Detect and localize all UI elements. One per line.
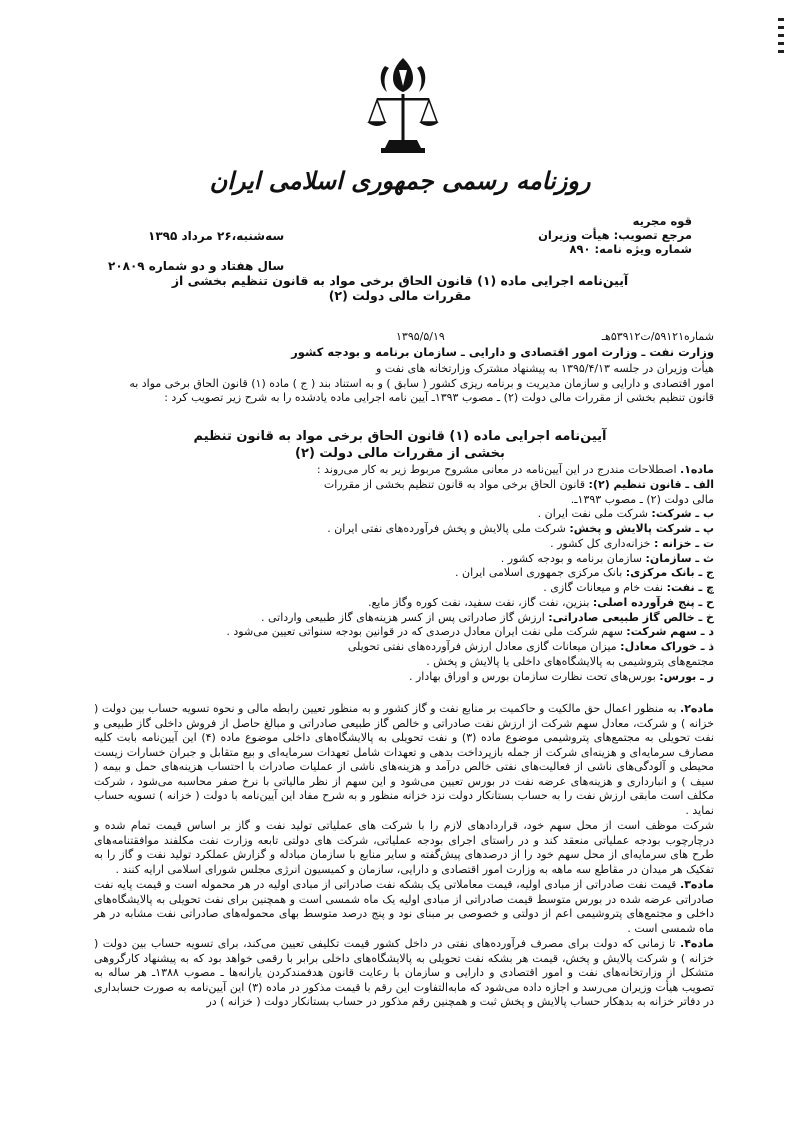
definition-term: ب ـ شرکت: (651, 507, 714, 521)
definition-term: ت ـ خزانه : (653, 536, 714, 550)
definition-text: بورس‌های تحت نظارت سازمان بورس و اوراق بهادار . (408, 669, 660, 683)
definition-item (94, 581, 714, 596)
definition-text: سهم شرکت ملی نفت ایران معادل درصدی که در قوانین بودجه سنواتی تعیین می‌شود . (226, 625, 627, 639)
issuer-block (538, 214, 692, 256)
definition-item (94, 640, 714, 655)
article-paragraph (94, 878, 714, 936)
article-text: قیمت نفت صادراتی از مبادی اولیه، قیمت معاملاتی یک بشکه نفت صادراتی از مبادی اولیه در هر محموله است و قیمت پایه نفت صادراتی عرضه شده در بورس متوسط قیمت صادراتی از مبادی اولیه یک ماه شمسی است و همچنین برای نفت تحویلی به پالایشگاه‌های داخلی و مجتمع‌های پتروشیمی اعم از دولتی و خصوصی بر مبنای نود و پنج درصد متوسط بهای محموله‌های صادراتی نفت مشابه در هر ماه شمسی است . (94, 878, 714, 935)
definition-term: ث ـ سازمان: (645, 551, 714, 565)
definition-text: سازمان برنامه و بودجه کشور . (500, 551, 646, 565)
definition-term: خ ـ خالص گاز طبیعی صادراتی: (548, 610, 714, 624)
definition-item (94, 552, 714, 567)
year-issue-number: سال هفتاد و دو شماره ۲۰۸۰۹ (108, 259, 285, 273)
issue-date: سه‌شنبه،۲۶ مرداد ۱۳۹۵ (148, 229, 285, 243)
letter-number: شماره۵۹۱۲۱/ت۵۳۹۱۲هـ (601, 330, 714, 343)
state-emblem-icon (363, 56, 443, 161)
scan-mark (778, 50, 784, 53)
definition-text: نفت خام و میعانات گازی . (543, 581, 667, 594)
definition-term: الف ـ قانون تنظیم (۲): (588, 477, 714, 491)
article-label: ماده۳. (680, 878, 714, 891)
definition-text: شرکت ملی پالایش و پخش فرآورده‌های نفتی ایران . (327, 522, 570, 535)
definition-item (94, 493, 714, 508)
scan-mark (778, 34, 784, 37)
article-paragraph (94, 819, 714, 877)
definition-text: قانون الحاق برخی مواد به قانون تنظیم بخشی از مقررات (323, 477, 589, 491)
definition-term: چ ـ نفت: (666, 581, 714, 594)
article-paragraph (94, 937, 714, 1010)
definition-item (94, 478, 714, 493)
definition-text: مالی دولت (۲) ـ مصوب ۱۳۹۳ـ. (570, 492, 714, 506)
article-label: ماده۱. (680, 463, 714, 476)
issue-block (108, 221, 284, 281)
scan-mark (778, 18, 784, 21)
article-text: شرکت موظف است از محل سهم خود، قراردادهای لازم را با شرکت های عملیاتی تولید نفت و گاز بر اساس قیمت تمام شده و درچارچوب بودجه عملیاتی منعقد کند و در راستای اجرای بودجه عملیاتی، شرکت های دولتی تابعه وزارت نفت مکلفند موافقتنامه‌های طرح های سرمایه‌ای از محل سهم خود را از درصدهای پیش‌گفته و سایر منابع با سازمان مبادله و گزارش عملکرد تولید نفت و گاز را به تفکیک هر میدان در مقاطع سه ماهه به وزارت امور اقتصادی و دارایی، سازمان و کمیسیون انرژی مجلس شورای اسلامی ارایه کنند . (94, 819, 714, 876)
definition-item (94, 670, 714, 685)
regulation-center-title (150, 428, 650, 462)
definition-term: ذ ـ خوراک معادل: (620, 640, 714, 653)
definition-text: مجتمع‌های پتروشیمی به پالایشگاه‌های داخلی یا پالایش و پخش . (426, 654, 714, 668)
definition-text: بنزین، نفت گاز، نفت سفید، نفت کوره وگاز مایع. (367, 595, 593, 609)
approval-authority: مرجع تصویب: هیأت وزیران (538, 228, 692, 242)
article-label: ماده۴. (680, 937, 714, 950)
definition-item (94, 611, 714, 626)
intro-line: امور اقتصادی و دارایی و سازمان مدیریت و برنامه ریزی کشور ( سابق ) و به استناد بند ( ج ) ماده (۱) قانون الحاق برخی مواد به (129, 376, 714, 390)
definition-text: بانک مرکزی جمهوری اسلامی ایران . (455, 566, 626, 580)
center-title-line: بخشی از مقررات مالی دولت (۲) (295, 446, 505, 461)
intro-line: قانون تنظیم بخشی از مقررات مالی دولت (۲) ـ مصوب ۱۳۹۳ـ آیین نامه اجرایی ماده یادشده را به شرح زیر تصویب کرد : (164, 391, 714, 404)
definition-text: میزان میعانات گازی معادل ارزش فرآورده‌های نفتی تحویلی (347, 640, 621, 653)
special-number: شماره ویژه نامه: ۸۹۰ (569, 242, 692, 256)
regulation-title: آیین‌نامه اجرایی ماده (۱) قانون الحاق برخی مواد به قانون تنظیم بخشی از مقررات مالی دولت (۲) (171, 273, 629, 303)
definition-term: ج ـ بانک مرکزی: (625, 566, 714, 580)
center-title-line: آیین‌نامه اجرایی ماده (۱) قانون الحاق برخی مواد به قانون تنظیم (193, 429, 607, 444)
definition-item (94, 625, 714, 640)
letter-date: ۱۳۹۵/۵/۱۹ (396, 330, 445, 343)
gazette-title: روزنامه رسمی جمهوری اسلامی ایران (209, 166, 591, 195)
definitions-list (94, 463, 714, 684)
definition-item (94, 537, 714, 552)
article-heading (94, 463, 714, 478)
article-label: ماده۲. (680, 702, 714, 715)
definition-item (94, 507, 714, 522)
definition-text: ارزش گاز صادراتی پس از کسر هزینه‌های گاز طبیعی وارداتی . (260, 610, 549, 624)
definition-term: ح ـ پنج فرآورده اصلی: (592, 595, 714, 609)
letter-recipients: وزارت نفت ـ وزارت امور اقتصادی و دارایی ـ سازمان برنامه و بودجه کشور (291, 345, 714, 359)
scan-mark (778, 42, 784, 45)
decree-intro (94, 362, 714, 406)
intro-line: هیأت وزیران در جلسه ۱۳۹۵/۴/۱۳ به پیشنهاد مشترک وزارتخانه های نفت و (375, 362, 714, 375)
definition-item (94, 655, 714, 670)
article-text: به منظور اعمال حق مالکیت و حاکمیت بر منابع نفت و گاز کشور و به منظور تعیین رابطه مالی و نحوه تسویه حساب بین دولت ( خزانه ) و شرکت، معادل سهم شرکت از ارزش نفت صادراتی و خالص گاز طبیعی صادراتی و مبالغ حاصل از فروش داخلی گاز طبیعی و نفت تحویلی به مجتمع‌های پتروشیمی موضوع ماده (۳) و نفت تحویلی به پالایشگاه‌های داخلی موضوع ماده (۴) این آیین‌نامه بابت کلیه مصارف سرمایه‌ای و هزینه‌ای شرکت از جمله بازپرداخت بدهی و تعهدات شامل تعهدات سرمایه‌ای و بیع متقابل و جبران خسارات زیست محیطی و آلودگی‌های ناشی از فعالیت‌های نفتی خالص درآمد و هزینه‌های ناشی از عملیات صادرات با احتساب هزینه‌های حمل و بیمه ( سیف ) و انبارداری و هزینه‌های عرضه نفت در بورس تعیین می‌شود و این سهم از نظر مالیاتی با نرخ صفر محاسبه می‌شود ، شرکت مکلف است مابقی ارزش نفت را به حساب بستانکار دولت نزد خزانه منظور و به شرح مفاد این آیین‌نامه با دولت ( خزانه ) تسویه حساب نماید . (94, 702, 714, 817)
definition-item (94, 522, 714, 537)
definition-term: پ ـ شرکت پالایش و پخش: (569, 522, 714, 535)
definition-text: خزانه‌داری کل کشور . (550, 536, 654, 550)
article-paragraph (94, 702, 714, 818)
articles-section (94, 702, 714, 1011)
article-text: تا زمانی که دولت برای مصرف فرآورده‌های نفتی در داخل کشور قیمت تکلیفی تعیین می‌کند، برای تسویه حساب بین دولت ( خزانه ) و شرکت پالایش و پخش، قیمت هر بشکه نفت تحویلی به پالایشگاه‌های داخلی برابر با رقمی خواهد بود که به پیشنهاد کارگروهی متشکل از وزارتخانه‌های نفت و امور اقتصادی و دارایی و سازمان با رعایت قانون هدفمندکردن یارانه‌ها ـ مصوب ۱۳۸۸ـ هر ساله به تصویب هیأت وزیران می‌رسد و اجازه داده می‌شود که مابه‌التفاوت این رقم با قیمت مذکور در ماده (۳) این آیین‌نامه به صورت حسابداری در دفاتر خزانه به بدهکار حساب پالایش و پخش ثبت و همچنین رقم مذکور در حساب بستانکار دولت ( خزانه ) در (94, 937, 714, 1008)
definition-item (94, 566, 714, 581)
definition-item (94, 596, 714, 611)
scan-mark (778, 26, 784, 29)
article-text: اصطلاحات مندرج در این آیین‌نامه در معانی مشروح مربوط زیر به کار می‌روند : (316, 463, 680, 476)
definition-term: ر ـ بورس: (659, 669, 714, 683)
branch-label: قوه مجریه (632, 214, 692, 228)
definition-term: د ـ سهم شرکت: (626, 625, 714, 639)
definition-text: شرکت ملی نفت ایران . (537, 507, 652, 521)
